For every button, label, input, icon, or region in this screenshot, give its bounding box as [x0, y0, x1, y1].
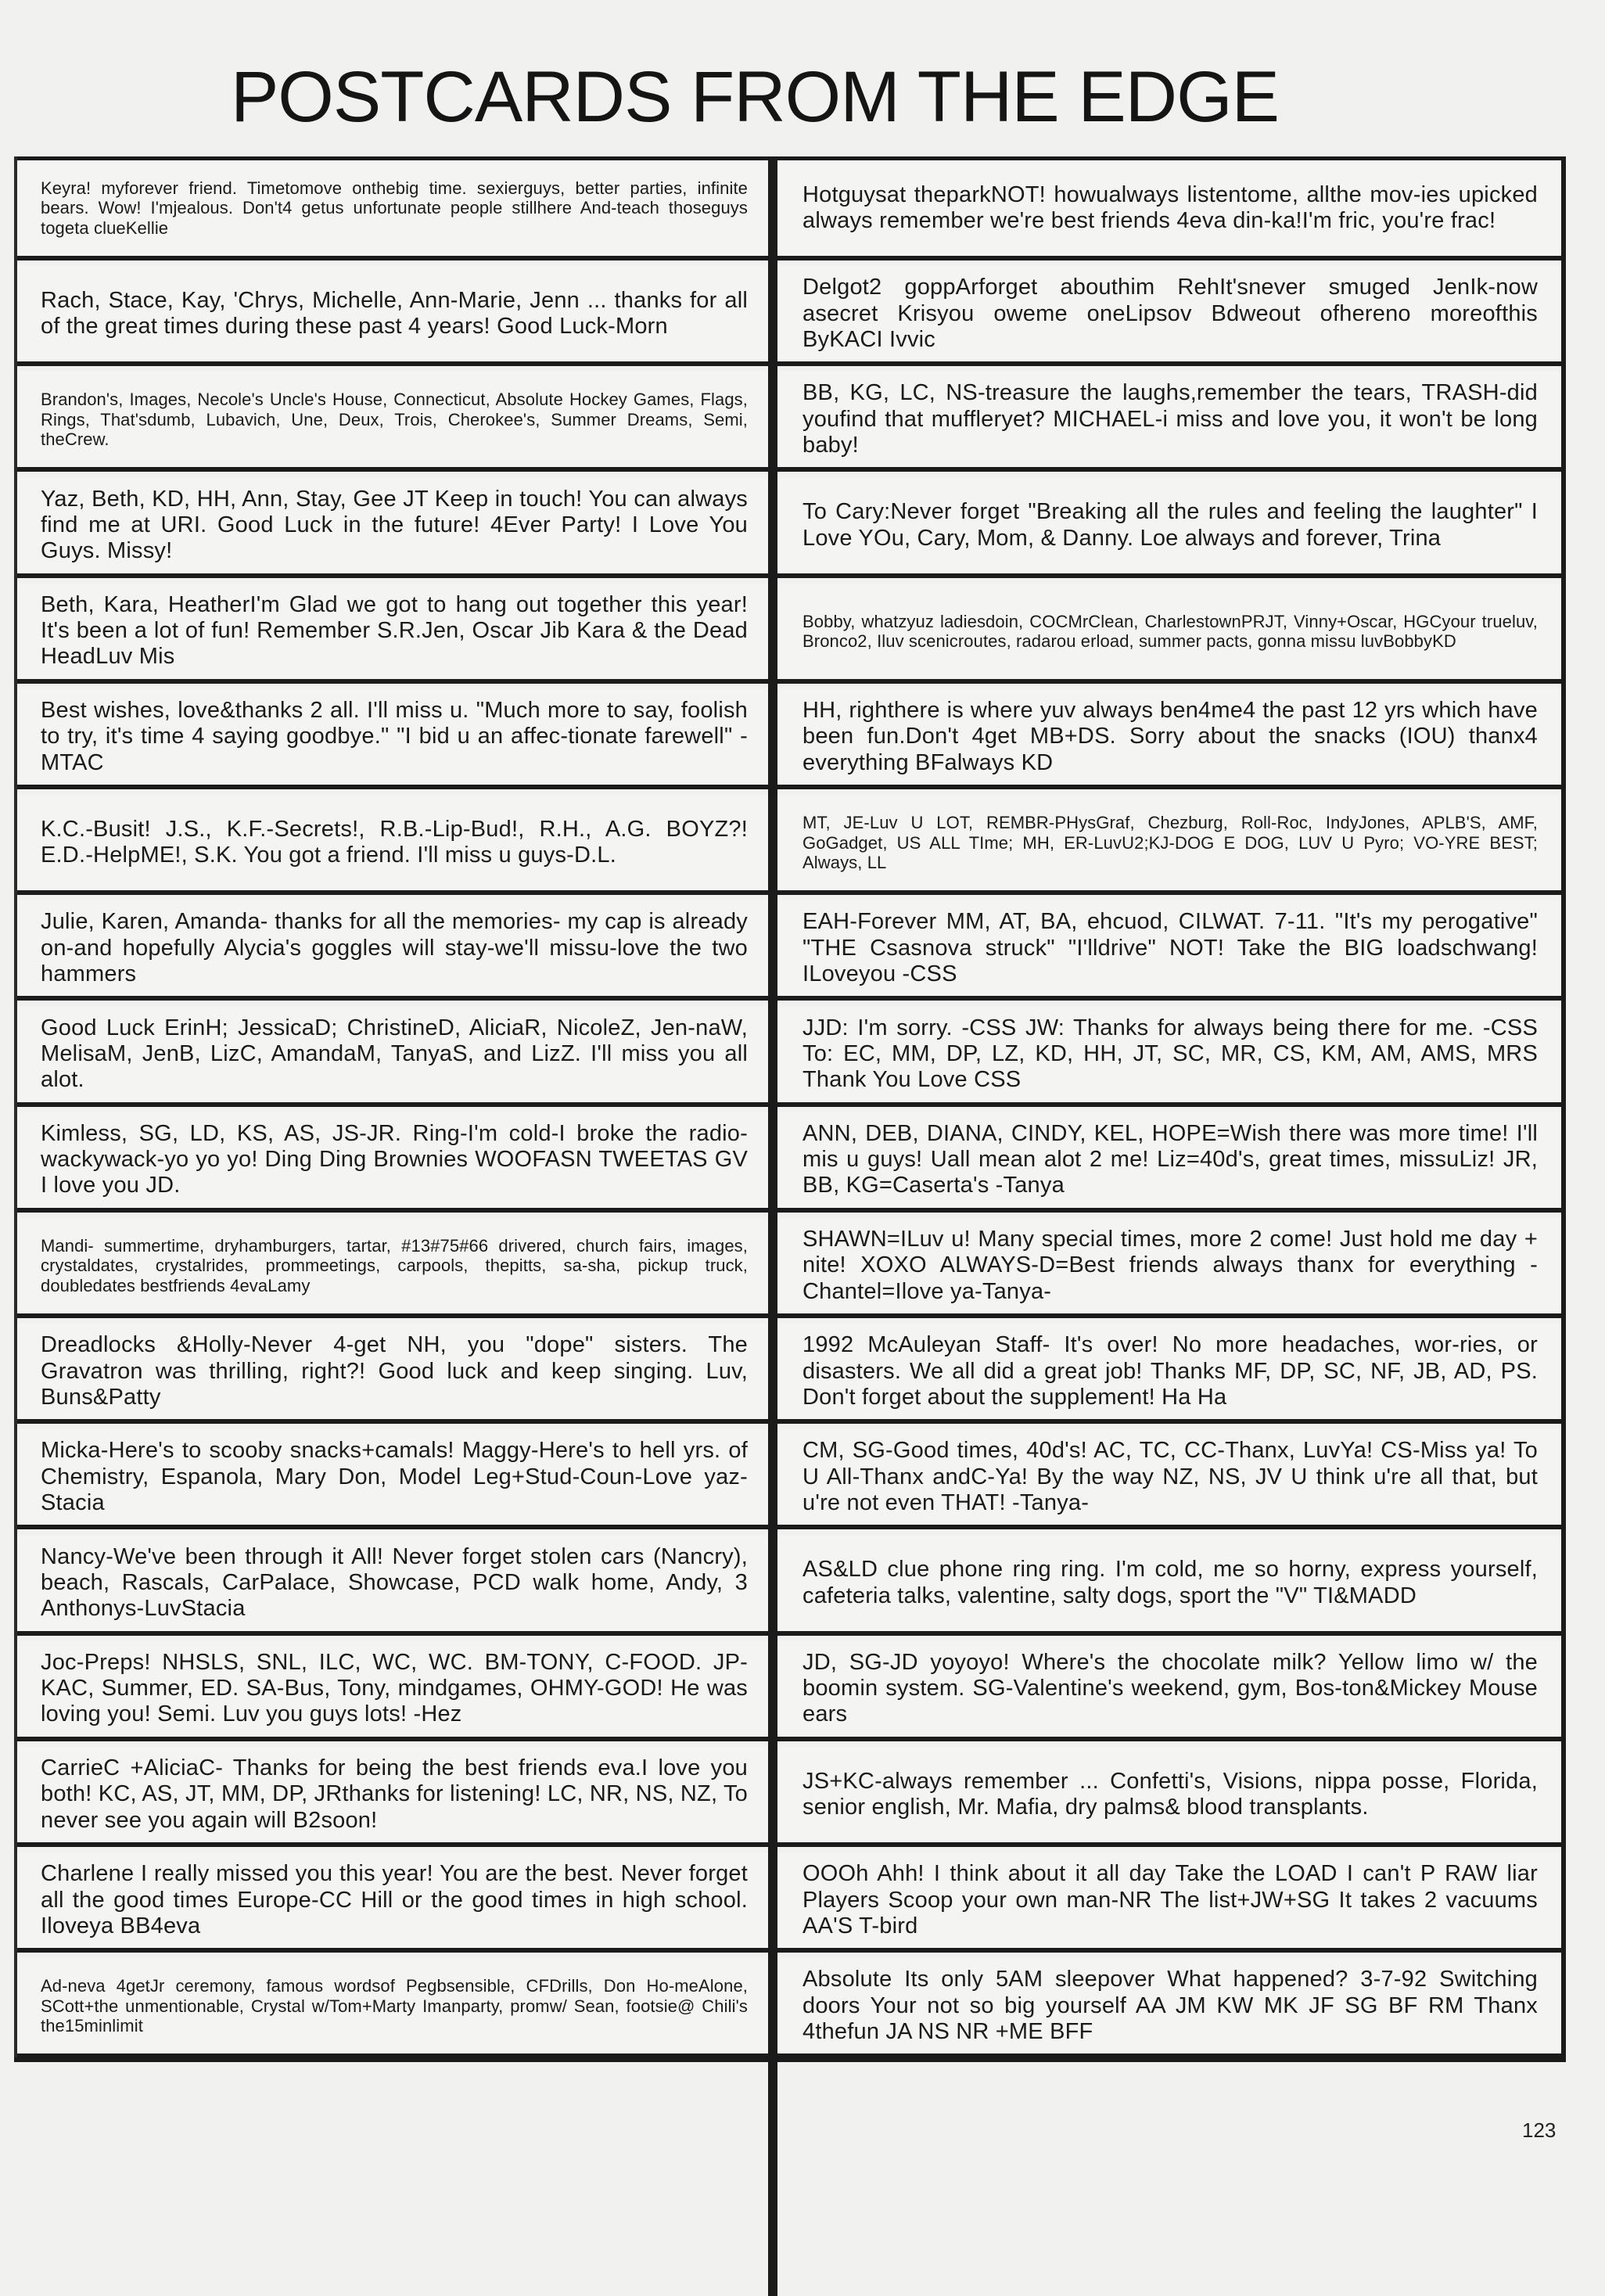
postcard-message: MT, JE-Luv U LOT, REMBR-PHysGraf, Chezburg, Roll-Roc, IndyJones, APLB'S, AMF, GoGadget, US ALL TIme; MH, ER-LuvU2;KJ-DOG E DOG, LUV U Pyro; VO-YRE BEST; Always, LL	[802, 813, 1538, 872]
left-postcard-17	[17, 1852, 768, 1953]
left-postcard-15	[17, 1641, 768, 1741]
postcard-message: Mandi- summertime, dryhamburgers, tartar, #13#75#66 drivered, church fairs, images, crystaldates, crystalrides, prommeetings, carpools, thepitts, sa-sha, pickup truck, doubledates bestfriends 4evaLamy	[41, 1236, 748, 1295]
postcard-message: CarrieC +AliciaC- Thanks for being the best friends eva.I love you both! KC, AS, JT, MM, DP, JRthanks for listening! LC, NR, NS, NZ, To never see you again will B2soon!	[41, 1755, 748, 1833]
right-postcard-13	[777, 1429, 1561, 1529]
column-divider	[768, 156, 777, 2296]
postcard-message: Micka-Here's to scooby snacks+camals! Maggy-Here's to hell yrs. of Chemistry, Espanola, Mary Don, Model Leg+Stud-Coun-Love yaz- Stacia	[41, 1438, 748, 1516]
postcard-message: CM, SG-Good times, 40d's! AC, TC, CC-Thanx, LuvYa! CS-Miss ya! To U All-Thanx andC-Ya! By the way NZ, NS, JV U think u're all that, but u're not even THAT! -Tanya-	[802, 1438, 1538, 1516]
right-postcard-10	[777, 1112, 1561, 1213]
postcard-message: JJD: I'm sorry. -CSS JW: Thanks for always being there for me. -CSS To: EC, MM, DP, LZ, KD, HH, JT, SC, MR, CS, KM, AM, AMS, MRS Thank You Love CSS	[802, 1015, 1538, 1093]
left-postcard-11	[17, 1218, 768, 1318]
postcard-message: Hotguysat theparkNOT! howualways listentome, allthe mov-ies upicked always remember we're best friends 4eva din-ka!I'm fric, you're frac!	[802, 181, 1538, 233]
left-postcard-10	[17, 1112, 768, 1213]
right-postcard-18	[777, 1958, 1561, 2058]
page-title: POSTCARDS FROM THE EDGE	[230, 57, 1280, 137]
postcard-message: Brandon's, Images, Necole's Uncle's House, Connecticut, Absolute Hockey Games, Flags, Rings, That'sdumb, Lubavich, Une, Deux, Trois, Cherokee's, Summer Dreams, Semi, theCrew.	[41, 390, 748, 450]
grid-right-border	[1561, 156, 1566, 2061]
postcard-message: Julie, Karen, Amanda- thanks for all the memories- my cap is already on-and hopefully Alycia's goggles will stay-we'll missu-love the two hammers	[41, 909, 748, 987]
postcard-message: EAH-Forever MM, AT, BA, ehcuod, CILWAT. 7-11. "It's my perogative" "THE Csasnova struck" "I'lldrive" NOT! Take the BIG loadschwang! ILoveyou -CSS	[802, 909, 1538, 987]
right-postcard-11	[777, 1218, 1561, 1318]
right-postcard-6	[777, 689, 1561, 789]
postcard-message: Bobby, whatzyuz ladiesdoin, COCMrClean, CharlestownPRJT, Vinny+Oscar, HGCyour trueluv, Bronco2, Iluv scenicroutes, radarou erload, summer pacts, gonna missu luvBobbyKD	[802, 611, 1538, 651]
postcard-message: BB, KG, LC, NS-treasure the laughs,remember the tears, TRASH-did youfind that muffleryet? MICHAEL-i miss and love you, it won't be long baby!	[802, 380, 1538, 458]
right-postcard-1	[777, 160, 1561, 261]
left-postcard-13	[17, 1429, 768, 1529]
left-postcard-6	[17, 689, 768, 789]
left-postcard-12	[17, 1324, 768, 1424]
left-postcard-5	[17, 584, 768, 684]
right-postcard-7	[777, 795, 1561, 895]
right-postcard-2	[777, 266, 1561, 366]
postcard-message: Yaz, Beth, KD, HH, Ann, Stay, Gee JT Keep in touch! You can always find me at URI. Good Luck in the future! 4Ever Party! I Love You Guys. Missy!	[41, 486, 748, 564]
postcard-message: Nancy-We've been through it All! Never forget stolen cars (Nancry), beach, Rascals, CarPalace, Showcase, PCD walk home, Andy, 3 Anthonys-LuvStacia	[41, 1543, 748, 1622]
postcard-message: K.C.-Busit! J.S., K.F.-Secrets!, R.B.-Lip-Bud!, R.H., A.G. BOYZ?! E.D.-HelpME!, S.K. You got a friend. I'll miss u guys-D.L.	[41, 816, 748, 868]
grid-bottom-border	[14, 2057, 1566, 2062]
postcard-message: Best wishes, love&thanks 2 all. I'll miss u. "Much more to say, foolish to try, it's time 4 saying goodbye." "I bid u an affec-tionate farewell" -MTAC	[41, 697, 748, 775]
right-postcard-5	[777, 584, 1561, 684]
postcard-message: OOOh Ahh! I think about it all day Take the LOAD I can't P RAW liar Players Scoop your own man-NR The list+JW+SG It takes 2 vacuums AA'S T-bird	[802, 1861, 1538, 1938]
right-postcard-4	[777, 478, 1561, 578]
left-postcard-16	[17, 1747, 768, 1847]
left-postcard-3	[17, 372, 768, 472]
postcard-message: Good Luck ErinH; JessicaD; ChristineD, AliciaR, NicoleZ, Jen-naW, MelisaM, JenB, LizC, AmandaM, TanyaS, and LizZ. I'll miss you all alot.	[41, 1015, 748, 1093]
left-postcard-8	[17, 900, 768, 1001]
right-postcard-14	[777, 1536, 1561, 1636]
left-postcard-14	[17, 1536, 768, 1636]
right-postcard-9	[777, 1007, 1561, 1107]
left-postcard-9	[17, 1007, 768, 1107]
postcard-message: Dreadlocks &Holly-Never 4-get NH, you "dope" sisters. The Gravatron was thrilling, right?! Good luck and keep singing. Luv, Buns&Patty	[41, 1332, 748, 1410]
postcard-message: Beth, Kara, HeatherI'm Glad we got to hang out together this year! It's been a lot of fun! Remember S.R.Jen, Oscar Jib Kara & the Dead HeadLuv Mis	[41, 591, 748, 670]
postcard-message: Kimless, SG, LD, KS, AS, JS-JR. Ring-I'm cold-I broke the radio- wackywack-yo yo yo! Ding Ding Brownies WOOFASN TWEETAS GV I love you JD.	[41, 1120, 748, 1198]
postcard-message: Joc-Preps! NHSLS, SNL, ILC, WC, WC. BM-TONY, C-FOOD. JP-KAC, Summer, ED. SA-Bus, Tony, mindgames, OHMY-GOD! He was loving you! Semi. Luv you guys lots! -Hez	[41, 1649, 748, 1727]
left-postcard-4	[17, 478, 768, 578]
postcard-message: SHAWN=ILuv u! Many special times, more 2 come! Just hold me day + nite! XOXO ALWAYS-D=Best friends always thanx for everything -Chantel=Ilove ya-Tanya-	[802, 1226, 1538, 1304]
postcard-message: Delgot2 goppArforget abouthim RehIt'snever smuged JenIk-now asecret Krisyou oweme oneLipsov Bdweout ofhereno moreofthis ByKACI Ivvic	[802, 275, 1538, 352]
right-postcard-16	[777, 1747, 1561, 1847]
right-postcard-17	[777, 1852, 1561, 1953]
postcard-message: Ad-neva 4getJr ceremony, famous wordsof Pegbsensible, CFDrills, Don Ho-meAlone, SCott+the unmentionable, Crystal w/Tom+Marty Imanparty, promw/ Sean, footsie@ Chili's the15minlimit	[41, 1976, 748, 2036]
postcard-message: Absolute Its only 5AM sleepover What happened? 3-7-92 Switching doors Your not so big yourself AA JM KW MK JF SG BF RM Thanx 4thefun JA NS NR +ME BFF	[802, 1967, 1538, 2045]
postcard-message: Keyra! myforever friend. Timetomove onthebig time. sexierguys, better parties, infinite bears. Wow! I'mjealous. Don't4 getus unfortunate people stillhere And-teach thoseguys togeta clueKellie	[41, 178, 748, 238]
postcard-message: JD, SG-JD yoyoyo! Where's the chocolate milk? Yellow limo w/ the boomin system. SG-Valentine's weekend, gym, Bos-ton&Mickey Mouse ears	[802, 1649, 1538, 1727]
right-postcard-8	[777, 900, 1561, 1001]
right-postcard-3	[777, 372, 1561, 472]
postcard-message: Rach, Stace, Kay, 'Chrys, Michelle, Ann-Marie, Jenn ... thanks for all of the great times during these past 4 years! Good Luck-Morn	[41, 287, 748, 340]
postcard-message: HH, righthere is where yuv always ben4me4 the past 12 yrs which have been fun.Don't 4get MB+DS. Sorry about the snacks (IOU) thanx4 everything BFalways KD	[802, 697, 1538, 775]
left-postcard-7	[17, 795, 768, 895]
right-postcard-12	[777, 1324, 1561, 1424]
left-postcard-18	[17, 1958, 768, 2058]
left-postcard-1	[17, 160, 768, 261]
postcard-message: Charlene I really missed you this year! You are the best. Never forget all the good times Europe-CC Hill or the good times in high school. Iloveya BB4eva	[41, 1861, 748, 1938]
postcard-message: AS&LD clue phone ring ring. I'm cold, me so horny, express yourself, cafeteria talks, valentine, salty dogs, sport the "V" TI&MADD	[802, 1557, 1538, 1608]
page-number: 123	[1522, 2118, 1557, 2142]
postcard-grid	[14, 156, 1566, 2061]
postcard-message: JS+KC-always remember ... Confetti's, Visions, nippa posse, Florida, senior english, Mr. Mafia, dry palms& blood transplants.	[802, 1768, 1538, 1820]
postcard-message: ANN, DEB, DIANA, CINDY, KEL, HOPE=Wish there was more time! I'll mis u guys! Uall mean alot 2 me! Liz=40d's, great times, missuLiz! JR, BB, KG=Caserta's -Tanya	[802, 1120, 1538, 1198]
left-postcard-2	[17, 266, 768, 366]
right-postcard-15	[777, 1641, 1561, 1741]
postcard-message: To Cary:Never forget "Breaking all the rules and feeling the laughter" I Love YOu, Cary, Mom, & Danny. Loe always and forever, Trina	[802, 499, 1538, 551]
postcard-message: 1992 McAuleyan Staff- It's over! No more headaches, wor-ries, or disasters. We all did a great job! Thanks MF, DP, SC, NF, JB, AD, PS. Don't forget about the supplement! Ha Ha	[802, 1332, 1538, 1410]
